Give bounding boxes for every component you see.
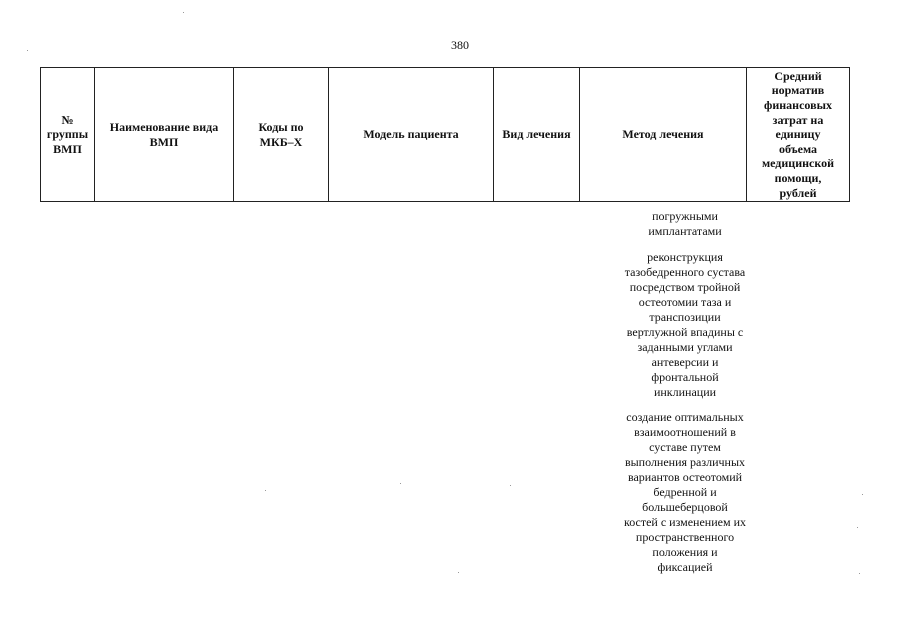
column-header-patient-model: Модель пациента [329,68,494,202]
method-entry: погружными имплантатами [648,209,722,238]
method-entry: создание оптимальных взаимоотношений в суставе путем выполнения различных вариантов остеотомий бедренной и большеберцовой костей с изменением их пространственного положения и фиксацией [623,410,746,574]
column-header-vmp-name: Наименование вида ВМП [95,68,234,202]
column-header-treatment-type: Вид лечения [494,68,580,202]
scan-speck [859,573,860,574]
column-header-group-number: № группы ВМП [41,68,95,202]
column-header-treatment-method: Метод лечения [580,68,747,202]
scan-speck [265,490,266,491]
scan-speck [183,12,184,13]
scan-speck [458,572,459,573]
column-header-icd-codes: Коды по МКБ–Х [234,68,329,202]
table-header [40,67,850,202]
column-header-average-cost: Средний норматив финансовых затрат на единицу объема медицинской помощи, рублей [747,68,850,202]
scan-speck [862,494,863,495]
scan-speck [857,527,858,528]
scan-speck [510,485,511,486]
scan-speck [27,50,28,51]
page-number: 380 [451,38,469,52]
method-entry: реконструкция тазобедренного сустава посредством тройной остеотомии таза и транспозиции вертлужной впадины с заданными углами антеверсии и фронтальной инклинации [624,250,746,399]
scan-speck [400,483,401,484]
